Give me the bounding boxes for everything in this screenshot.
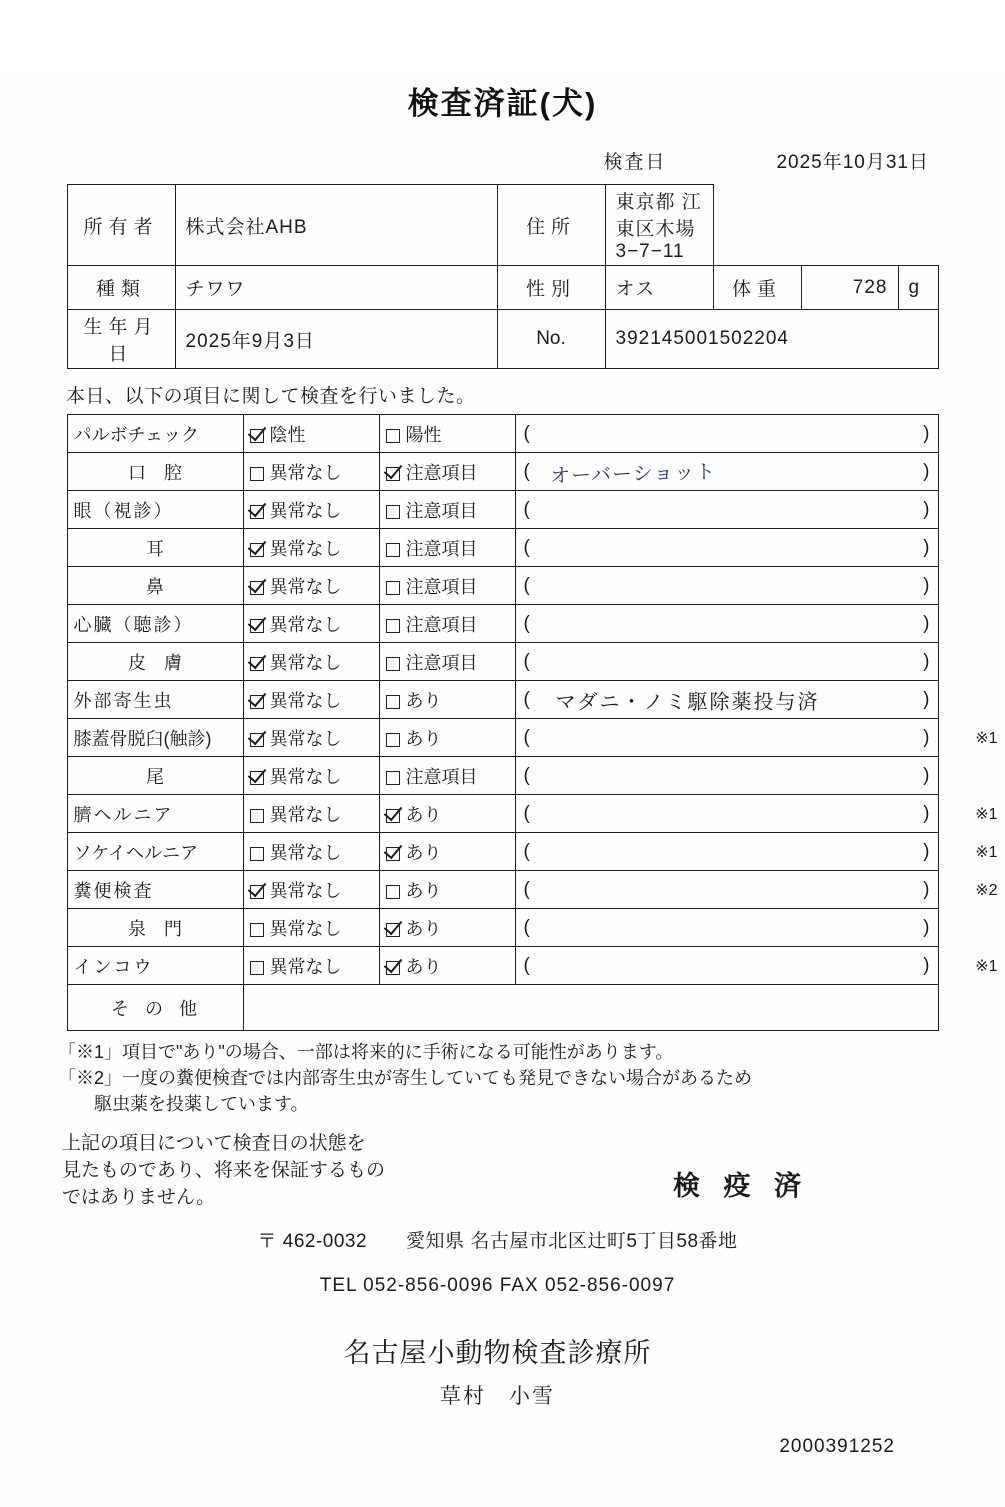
checkbox-icon[interactable] [386,733,400,747]
check-option-label: あり [405,918,442,939]
check-option-label: 異常なし [269,614,342,635]
check-item-label: 心臓（聴診） [67,605,243,643]
paren-close: ) [923,916,930,938]
birth-value: 2025年9月3日 [175,310,497,369]
check-option[interactable] [379,795,515,833]
check-option[interactable] [379,681,515,719]
owner-label: 所有者 [67,185,175,266]
paren-open: ( [523,650,530,672]
paren-close: ) [923,460,930,482]
paren-open: ( [523,422,530,444]
check-item-label: インコウ [67,947,243,985]
paren-close: ) [923,498,930,520]
check-option-label: 注意項目 [405,500,478,521]
paren-open: ( [523,954,530,976]
clinic-phone: TEL 052-856-0096 FAX 052-856-0097 [319,1275,676,1297]
footnotes [58,1039,1005,1117]
examiner-name: 草村 小雪 [440,1385,555,1409]
check-row [67,757,938,795]
check-note-cell[interactable] [515,833,998,871]
check-option-label: 異常なし [269,690,342,711]
check-option-label: あり [405,690,442,711]
certificate-page [0,78,1005,1507]
check-option[interactable] [243,415,379,453]
check-option[interactable] [243,681,379,719]
paren-close: ) [923,840,930,862]
checkbox-icon[interactable] [386,695,400,709]
checkbox-checked-icon[interactable] [250,885,264,899]
paren-close: ) [923,878,930,900]
paren-open: ( [523,802,530,824]
disclaimer-line-3: ではありません。 [62,1187,216,1209]
check-note-cell[interactable] [515,795,998,833]
paren-open: ( [523,574,530,596]
check-option[interactable] [379,567,515,605]
disclaimer-line-2: 見たものであり、将来を保証するもの [62,1160,386,1182]
check-option-label: 異常なし [269,804,342,825]
checkbox-checked-icon[interactable] [250,543,264,557]
check-note-cell[interactable] [515,605,938,643]
paren-close: ) [923,726,930,748]
check-row [67,529,938,567]
check-items-table [67,414,998,1031]
check-row [67,567,938,605]
paren-close: ) [923,802,930,824]
paren-close: ) [923,650,930,672]
check-option-label: 異常なし [269,652,342,673]
check-option[interactable] [379,415,515,453]
paren-open: ( [523,612,530,634]
check-row [67,491,938,529]
disclaimer-line-1: 上記の項目について検査日の状態を [62,1133,366,1155]
checkbox-checked-icon[interactable] [250,429,264,443]
page-title: 検査済証(犬) [407,86,598,121]
check-note-cell[interactable] [515,415,938,453]
check-option-label: 異常なし [269,880,342,901]
weight-label: 体重 [713,266,801,310]
check-note-cell[interactable] [515,909,938,947]
check-item-label: 皮膚 [67,643,243,681]
check-option-label: 注意項目 [405,462,478,483]
checkbox-icon[interactable] [386,657,400,671]
check-option[interactable] [379,491,515,529]
check-option[interactable] [243,567,379,605]
checkbox-icon[interactable] [250,961,264,975]
check-note-cell[interactable] [515,453,938,491]
breed-value: チワワ [175,266,497,310]
check-note-cell[interactable] [515,719,998,757]
checkbox-checked-icon[interactable] [386,467,400,481]
check-option[interactable] [243,605,379,643]
check-option[interactable] [379,833,515,871]
check-option[interactable] [379,947,515,985]
paren-open: ( [523,688,530,710]
check-option-label: 注意項目 [405,576,478,597]
check-row [67,909,938,947]
paren-close: ) [923,612,930,634]
check-option-label: あり [405,804,442,825]
check-option[interactable] [243,871,379,909]
clinic-name: 名古屋小動物検査診療所 [343,1338,652,1369]
check-note-cell[interactable] [515,643,938,681]
paren-close: ) [923,688,930,710]
check-option-label: 異常なし [269,500,342,521]
checkbox-icon[interactable] [386,771,400,785]
check-footnote-marker: ※1 [975,957,998,975]
check-option-label: あり [405,842,442,863]
check-option-label: 異常なし [269,576,342,597]
checkbox-icon[interactable] [250,847,264,861]
check-row [67,415,938,453]
check-option-label: 陰性 [269,424,306,445]
checkbox-checked-icon[interactable] [386,847,400,861]
check-option[interactable] [243,833,379,871]
registration-no-value: 392145001502204 [605,310,938,369]
paren-open: ( [523,460,530,482]
paren-open: ( [523,536,530,558]
checkbox-checked-icon[interactable] [250,733,264,747]
check-note-cell[interactable] [515,947,998,985]
check-item-label: 外部寄生虫 [67,681,243,719]
check-row [67,719,938,757]
checkbox-checked-icon[interactable] [250,505,264,519]
check-option[interactable] [379,643,515,681]
footnote-1: 「※1」項目で"あり"の場合、一部は将来的に手術になる可能性があります。 [58,1042,674,1062]
paren-open: ( [523,878,530,900]
check-note-cell[interactable] [515,491,938,529]
check-option[interactable] [243,453,379,491]
checkbox-checked-icon[interactable] [250,657,264,671]
paren-close: ) [923,422,930,444]
footnote-2: 「※2」一度の糞便検査では内部寄生虫が寄生していても発見できない場合があるため [58,1068,753,1089]
checkbox-checked-icon[interactable] [386,961,400,975]
birth-label: 生年月日 [67,310,175,369]
check-option-label: 異常なし [269,538,342,559]
paren-close: ) [923,536,930,558]
checkbox-icon[interactable] [386,885,400,899]
check-row [67,453,938,491]
checkbox-icon[interactable] [386,581,400,595]
paren-open: ( [523,726,530,748]
registration-no-label: No. [497,310,605,369]
checkbox-icon[interactable] [386,429,400,443]
check-option[interactable] [379,529,515,567]
check-option-label: あり [405,956,442,977]
paren-close: ) [923,574,930,596]
weight-unit: g [898,266,938,310]
paren-close: ) [923,954,930,976]
sex-value: オス [605,266,713,310]
check-item-label: 鼻 [67,567,243,605]
check-option-label: 異常なし [269,462,342,483]
animal-info-table [67,184,939,369]
check-row [67,795,938,833]
check-option[interactable] [243,795,379,833]
clinic-address: 〒 462-0032 愛知県 名古屋市北区辻町5丁目58番地 [257,1231,738,1253]
check-option[interactable] [379,605,515,643]
check-item-label: 臍ヘルニア [67,795,243,833]
check-item-label: 糞便検査 [67,871,243,909]
check-row [67,947,938,985]
address-value: 東京都 江東区木場3−7−11 [605,185,713,266]
checkbox-icon[interactable] [250,809,264,823]
checkbox-checked-icon[interactable] [250,771,264,785]
checkbox-icon[interactable] [250,923,264,937]
checkbox-icon[interactable] [386,543,400,557]
check-option-label: あり [405,880,442,901]
check-option[interactable] [243,643,379,681]
check-row [67,681,938,719]
quarantine-stamp: 検 疫 済 [672,1171,809,1202]
check-row [67,833,938,871]
checkbox-icon[interactable] [386,619,400,633]
check-note-cell[interactable] [515,871,998,909]
check-option[interactable] [379,453,515,491]
check-item-label: 耳 [67,529,243,567]
check-note-cell[interactable] [515,757,938,795]
check-footnote-marker: ※2 [975,881,998,899]
checkbox-icon[interactable] [250,467,264,481]
check-option[interactable] [379,909,515,947]
intro-text: 本日、以下の項目に関して検査を行いました。 [66,386,476,407]
checkbox-icon[interactable] [386,505,400,519]
check-option-label: 異常なし [269,728,342,749]
bottom-block [0,1131,1005,1212]
serial-number: 2000391252 [779,1436,895,1458]
check-option[interactable] [243,947,379,985]
check-item-label: 膝蓋骨脱臼(触診) [67,719,243,757]
check-item-label: ソケイヘルニア [67,833,243,871]
owner-row [67,185,938,266]
checkbox-checked-icon[interactable] [386,809,400,823]
check-note-cell[interactable] [515,681,938,719]
check-item-label: 尾 [67,757,243,795]
check-option-label: 注意項目 [405,538,478,559]
check-option[interactable] [379,871,515,909]
birth-row [67,310,938,369]
owner-value: 株式会社AHB [175,185,497,266]
check-row-other [67,985,938,1031]
check-row [67,605,938,643]
check-item-label: 泉門 [67,909,243,947]
check-footnote-marker: ※1 [975,729,998,747]
exam-date-label: 検査日 [603,152,667,173]
check-option-label: 注意項目 [405,766,478,787]
check-row [67,643,938,681]
check-option[interactable] [379,719,515,757]
paren-open: ( [523,840,530,862]
weight-value: 728 [801,266,898,310]
paren-open: ( [523,764,530,786]
check-option-label: あり [405,728,442,749]
check-item-label: 口腔 [67,453,243,491]
check-option-label: 異常なし [269,842,342,863]
check-option-label: 異常なし [269,918,342,939]
check-note-handwriting: オーバーショット [549,458,717,488]
sex-label: 性別 [497,266,605,310]
check-option-label: 異常なし [269,956,342,977]
paren-close: ) [923,764,930,786]
exam-date-row [0,147,1005,174]
check-footnote-marker: ※1 [975,805,998,823]
check-option-label: 陽性 [405,424,442,445]
breed-label: 種類 [67,266,175,310]
check-option-label: 注意項目 [405,614,478,635]
paren-open: ( [523,498,530,520]
checkbox-checked-icon[interactable] [250,619,264,633]
check-option[interactable] [243,529,379,567]
footnote-3: 駆虫薬を投薬しています。 [94,1094,309,1115]
breed-row [67,266,938,310]
other-label: その他 [67,985,243,1031]
check-footnote-marker: ※1 [975,843,998,861]
check-option[interactable] [243,491,379,529]
check-option-label: 注意項目 [405,652,478,673]
check-item-label: パルボチェック [67,415,243,453]
address-label: 住所 [497,185,605,266]
checkbox-checked-icon[interactable] [386,923,400,937]
check-note-text: マダニ・ノミ駆除薬投与済 [555,691,820,713]
check-note-cell[interactable] [515,567,938,605]
checkbox-checked-icon[interactable] [250,581,264,595]
paren-open: ( [523,916,530,938]
check-option[interactable] [243,909,379,947]
check-option[interactable] [243,719,379,757]
check-item-label: 眼（視診） [67,491,243,529]
check-row [67,871,938,909]
check-note-cell[interactable] [515,529,938,567]
checkbox-checked-icon[interactable] [250,695,264,709]
check-option[interactable] [379,757,515,795]
exam-date-value: 2025年10月31日 [776,152,929,173]
check-option[interactable] [243,757,379,795]
other-value-cell[interactable] [243,985,938,1031]
check-option-label: 異常なし [269,766,342,787]
